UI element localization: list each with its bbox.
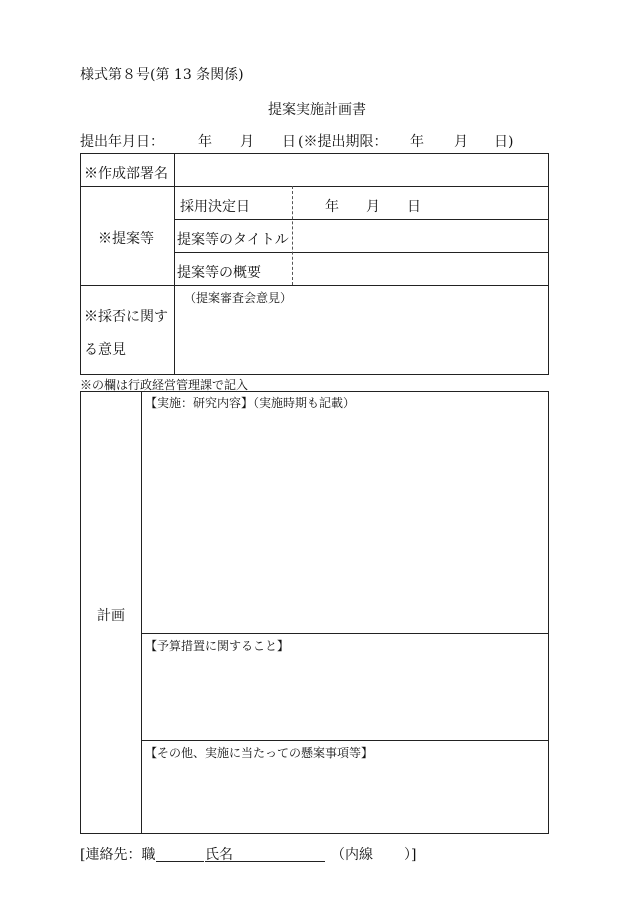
dept-field[interactable]	[174, 153, 549, 187]
other-concerns-field[interactable]	[142, 760, 548, 833]
budget-field[interactable]	[142, 653, 548, 739]
opinion-label-line2: る意見	[84, 342, 126, 358]
dept-label: ※作成部署名	[84, 166, 168, 182]
name-label: 氏名	[205, 847, 233, 863]
implementation-field[interactable]	[142, 410, 548, 632]
deadline-day-unit: 日)	[494, 134, 514, 150]
name-blank[interactable]	[235, 861, 325, 862]
proposal-label: ※提案等	[98, 231, 154, 247]
other-concerns-heading: 【その他、実施に当たっての懸案事項等】	[145, 746, 374, 760]
deadline-month-unit: 月	[454, 134, 468, 150]
adoption-year-unit: 年	[325, 199, 339, 215]
day-unit: 日	[282, 134, 296, 150]
form-number: 様式第８号(第 13 条関係)	[80, 67, 244, 83]
proposal-title-label: 提案等のタイトル	[177, 232, 289, 248]
proposal-title-field[interactable]	[293, 220, 549, 252]
contact-prefix: [連絡先：職	[80, 847, 156, 863]
year-unit: 年	[198, 134, 212, 150]
deadline-year-unit: 年	[410, 134, 424, 150]
adoption-month-unit: 月	[366, 199, 380, 215]
adoption-day-unit: 日	[407, 199, 421, 215]
extension-label: （内線	[331, 847, 373, 863]
month-unit: 月	[240, 134, 254, 150]
budget-heading: 【予算措置に関すること】	[145, 639, 290, 653]
committee-opinion-heading: （提案審査会意見）	[184, 291, 293, 305]
opinion-label-line1: ※採否に関す	[84, 309, 168, 325]
implementation-heading: 【実施：研究内容】（実施時期も記載）	[145, 396, 356, 410]
plan-label: 計画	[97, 608, 125, 624]
submission-date-label: 提出年月日：	[80, 134, 164, 150]
position-blank[interactable]	[156, 861, 204, 862]
deadline-label: (※提出期限：	[298, 134, 388, 150]
document-title: 提案実施計画書	[268, 102, 366, 118]
proposal-summary-label: 提案等の概要	[177, 265, 261, 281]
adoption-date-label: 採用決定日	[180, 199, 250, 215]
note-text: ※の欄は行政経営管理課で記入	[80, 378, 249, 392]
proposal-summary-field[interactable]	[293, 253, 549, 285]
committee-opinion-field[interactable]	[175, 304, 548, 374]
contact-suffix: ）]	[404, 847, 417, 863]
